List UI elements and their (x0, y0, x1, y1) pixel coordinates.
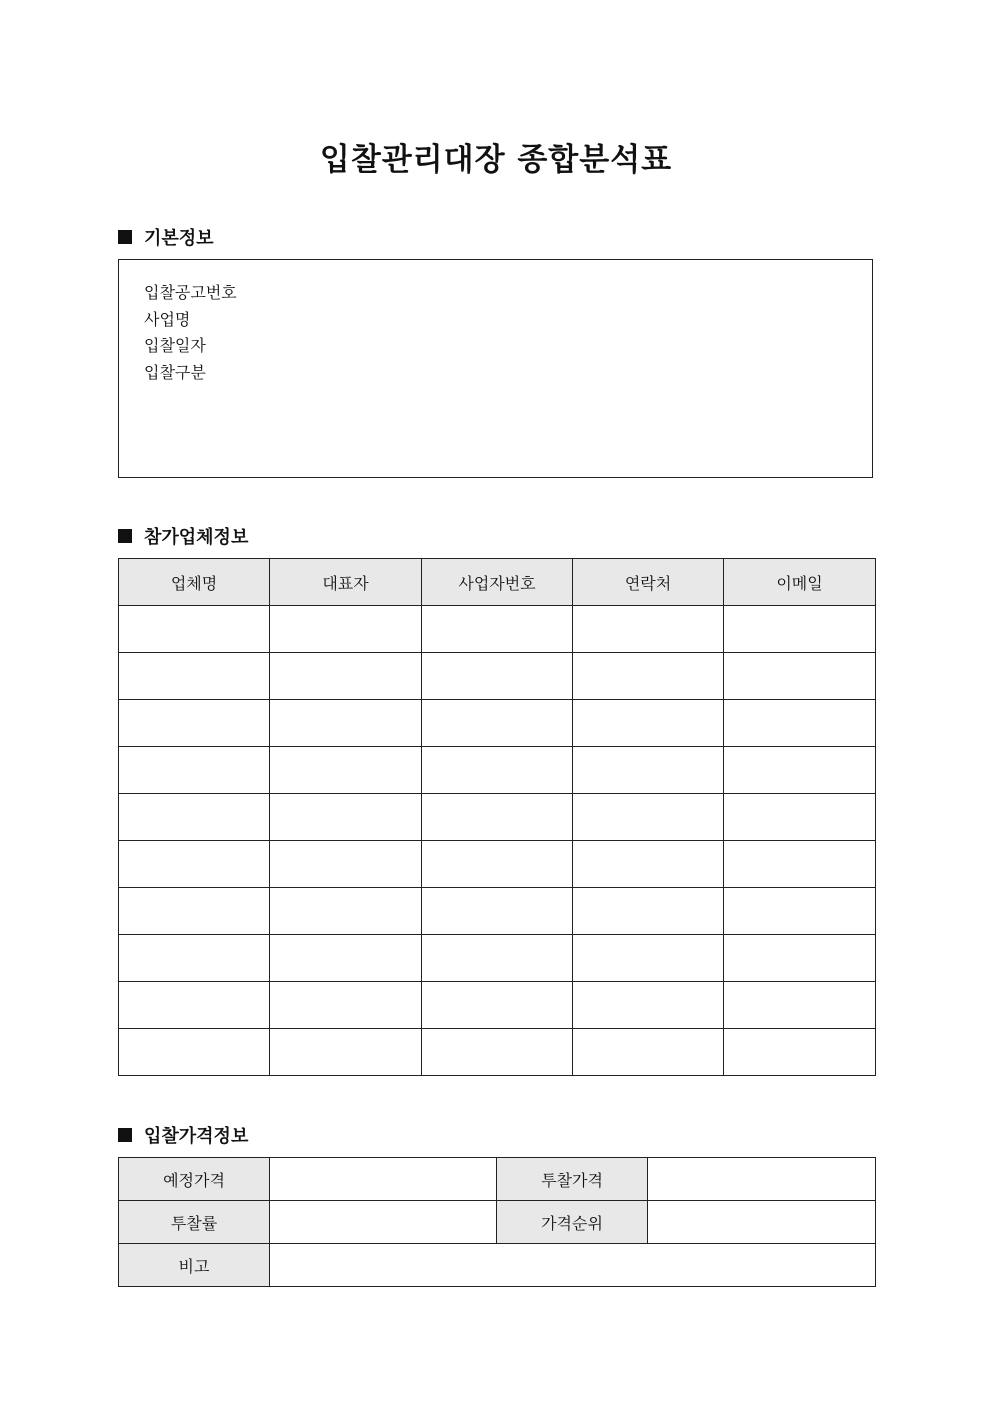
table-cell[interactable] (270, 1029, 422, 1076)
table-row (119, 1201, 876, 1244)
bid-rate-label: 투찰률 (119, 1201, 270, 1244)
table-row (119, 1158, 876, 1201)
table-cell[interactable] (724, 841, 876, 888)
table-cell[interactable] (573, 982, 724, 1029)
participants-heading (118, 523, 248, 549)
table-row (119, 841, 876, 888)
column-header-contact: 연락처 (573, 559, 724, 606)
table-cell[interactable] (422, 935, 573, 982)
table-cell[interactable] (724, 888, 876, 935)
table-cell[interactable] (119, 794, 270, 841)
table-header-row (119, 559, 876, 606)
bid-notice-number-label: 입찰공고번호 (144, 283, 237, 302)
remarks-label: 비고 (119, 1244, 270, 1287)
table-cell[interactable] (724, 935, 876, 982)
bid-price-cell[interactable] (648, 1158, 876, 1201)
table-cell[interactable] (724, 794, 876, 841)
column-header-representative: 대표자 (270, 559, 422, 606)
page-title: 입찰관리대장 종합분석표 (319, 142, 673, 178)
table-cell[interactable] (270, 888, 422, 935)
table-cell[interactable] (119, 1029, 270, 1076)
basic-info-heading-label: 기본정보 (144, 228, 214, 249)
table-cell[interactable] (119, 935, 270, 982)
basic-info-heading (118, 224, 214, 250)
price-heading-label: 입찰가격정보 (144, 1126, 249, 1147)
table-cell[interactable] (422, 841, 573, 888)
table-cell[interactable] (270, 700, 422, 747)
table-cell[interactable] (573, 888, 724, 935)
table-cell[interactable] (119, 747, 270, 794)
price-table (118, 1157, 876, 1287)
table-cell[interactable] (422, 747, 573, 794)
table-cell[interactable] (422, 794, 573, 841)
table-row (119, 982, 876, 1029)
table-cell[interactable] (422, 888, 573, 935)
table-cell[interactable] (270, 606, 422, 653)
table-cell[interactable] (573, 700, 724, 747)
column-header-company: 업체명 (119, 559, 270, 606)
participants-heading-label: 참가업체정보 (144, 527, 249, 548)
project-name-label: 사업명 (144, 309, 191, 329)
table-cell[interactable] (724, 700, 876, 747)
square-bullet-icon (118, 529, 132, 543)
price-heading (118, 1122, 248, 1148)
table-cell[interactable] (119, 606, 270, 653)
table-row (119, 1244, 876, 1287)
bid-rate-cell[interactable] (270, 1201, 497, 1244)
table-row (119, 935, 876, 982)
table-cell[interactable] (422, 1029, 573, 1076)
table-cell[interactable] (119, 888, 270, 935)
table-cell[interactable] (573, 794, 724, 841)
price-rank-cell[interactable] (648, 1201, 876, 1244)
square-bullet-icon (118, 230, 132, 244)
basic-info-box (118, 259, 873, 478)
table-cell[interactable] (270, 653, 422, 700)
table-cell[interactable] (119, 653, 270, 700)
table-cell[interactable] (119, 841, 270, 888)
table-cell[interactable] (724, 747, 876, 794)
table-row (119, 700, 876, 747)
table-cell[interactable] (573, 747, 724, 794)
price-rank-label: 가격순위 (497, 1201, 648, 1244)
bid-price-label: 투찰가격 (497, 1158, 648, 1201)
column-header-business-number: 사업자번호 (422, 559, 573, 606)
table-cell[interactable] (119, 982, 270, 1029)
column-header-email: 이메일 (724, 559, 876, 606)
table-cell[interactable] (724, 606, 876, 653)
table-cell[interactable] (573, 841, 724, 888)
table-cell[interactable] (270, 841, 422, 888)
estimated-price-cell[interactable] (270, 1158, 497, 1201)
table-row (119, 888, 876, 935)
table-cell[interactable] (573, 1029, 724, 1076)
table-cell[interactable] (270, 935, 422, 982)
table-cell[interactable] (724, 982, 876, 1029)
table-cell[interactable] (573, 606, 724, 653)
square-bullet-icon (118, 1128, 132, 1142)
table-cell[interactable] (422, 653, 573, 700)
table-cell[interactable] (573, 935, 724, 982)
remarks-cell[interactable] (270, 1244, 876, 1287)
table-cell[interactable] (270, 747, 422, 794)
table-cell[interactable] (573, 653, 724, 700)
bid-date-label: 입찰일자 (144, 336, 206, 355)
participants-table (118, 558, 876, 1076)
table-cell[interactable] (270, 794, 422, 841)
table-row (119, 794, 876, 841)
table-cell[interactable] (422, 982, 573, 1029)
bid-type-label: 입찰구분 (144, 362, 206, 382)
estimated-price-label: 예정가격 (119, 1158, 270, 1201)
table-cell[interactable] (422, 700, 573, 747)
table-row (119, 653, 876, 700)
participants-table-body (119, 606, 876, 1076)
table-cell[interactable] (422, 606, 573, 653)
table-row (119, 747, 876, 794)
table-cell[interactable] (724, 1029, 876, 1076)
table-cell[interactable] (724, 653, 876, 700)
table-row (119, 606, 876, 653)
table-row (119, 1029, 876, 1076)
table-cell[interactable] (119, 700, 270, 747)
table-cell[interactable] (270, 982, 422, 1029)
